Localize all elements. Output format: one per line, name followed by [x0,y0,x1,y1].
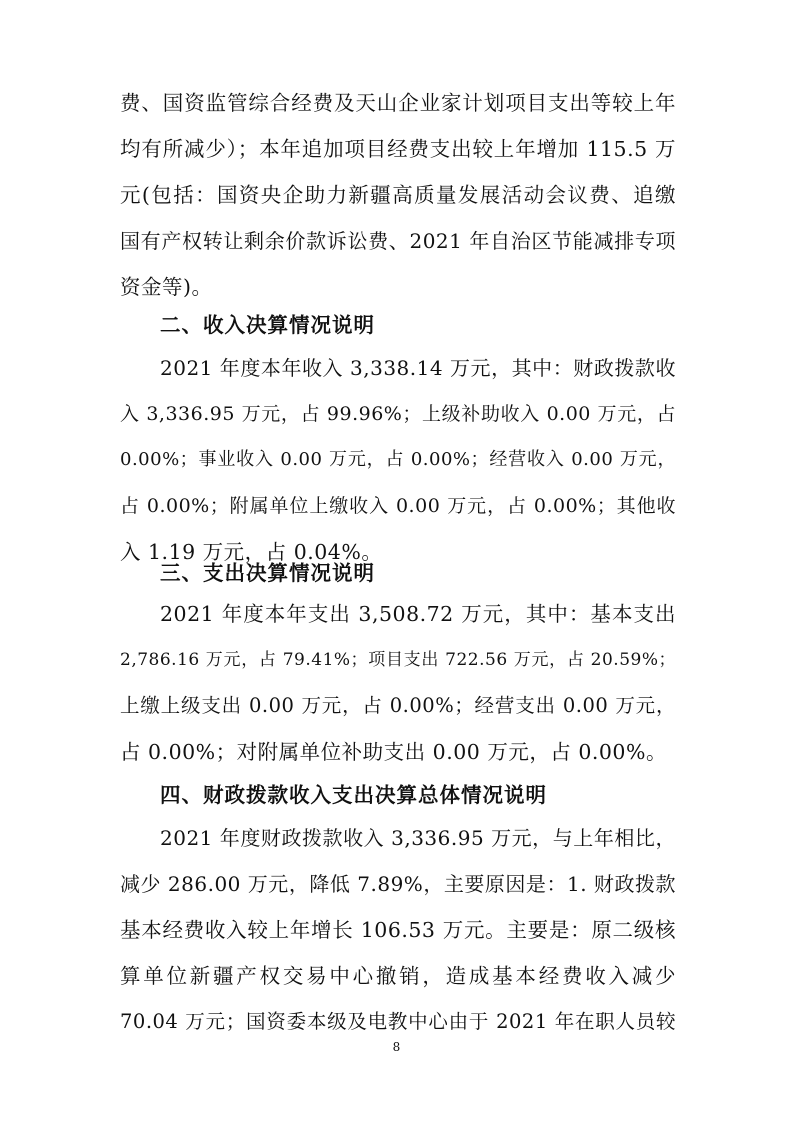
section-heading-expenditure: 三、支出决算情况说明 [160,561,375,585]
text-line: 0.00%；事业收入 0.00 万元，占 0.00%；经营收入 0.00 万元， [120,449,676,470]
text-line: 70.04 万元；国资委本级及电教中心由于 2021 年在职人员较 [120,1010,676,1033]
text-line: 占 0.00%；附属单位上缴收入 0.00 万元，占 0.00%；其他收 [120,495,676,517]
text-line: 2,786.16 万元，占 79.41%；项目支出 722.56 万元，占 20.59%； [120,650,676,670]
text-line: 均有所减少）；本年追加项目经费支出较上年增加 115.5 万 [120,137,676,161]
text-line: 国有产权转让剩余价款诉讼费、2021 年自治区节能减排专项 [120,229,676,253]
section-heading-income: 二、收入决算情况说明 [160,313,375,337]
text-line: 费、国资监管综合经费及天山企业家计划项目支出等较上年 [120,91,676,115]
text-line: 占 0.00%；对附属单位补助支出 0.00 万元，占 0.00%。 [120,740,667,764]
text-line: 元(包括：国资央企助力新疆高质量发展活动会议费、追缴 [120,183,676,207]
text-line: 入 3,336.95 万元，占 99.96%；上级补助收入 0.00 万元，占 [120,403,676,425]
text-line: 基本经费收入较上年增长 106.53 万元。主要是：原二级核 [120,918,676,942]
text-line: 上缴上级支出 0.00 万元，占 0.00%；经营支出 0.00 万元， [120,694,676,717]
text-line: 2021 年度本年支出 3,508.72 万元，其中：基本支出 [160,602,676,626]
text-line: 减少 286.00 万元，降低 7.89%，主要原因是：1. 财政拨款 [120,872,676,896]
text-line: 算单位新疆产权交易中心撤销，造成基本经费收入减少 [120,964,676,988]
page-number: 8 [392,1040,401,1054]
section-heading-fiscal: 四、财政拨款收入支出决算总体情况说明 [160,783,547,807]
text-line: 2021 年度本年收入 3,338.14 万元，其中：财政拨款收 [160,356,676,380]
text-line: 资金等)。 [120,275,213,299]
text-line: 2021 年度财政拨款收入 3,336.95 万元，与上年相比， [160,826,676,850]
text-line: 入 1.19 万元，占 0.04%。 [120,540,383,564]
